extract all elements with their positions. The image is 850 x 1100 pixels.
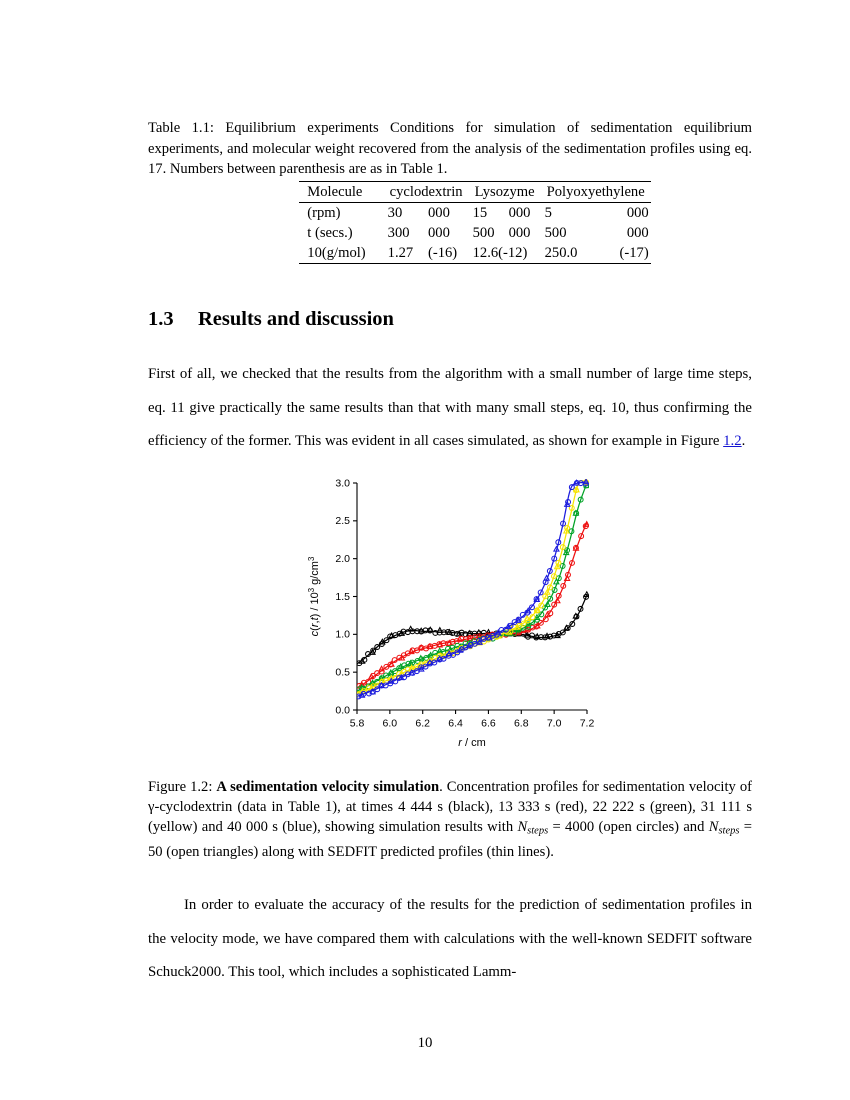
table-header-molecule: Molecule (307, 183, 363, 200)
svg-text:2.5: 2.5 (335, 515, 350, 528)
svg-text:1.5: 1.5 (335, 590, 350, 603)
cell-cyclodextrin-a: 1.27 (387, 245, 414, 262)
cell-poly-a: 5 (544, 204, 552, 221)
caption-gamma-symbol: γ (148, 799, 155, 816)
svg-text:7.2: 7.2 (579, 717, 595, 730)
svg-text:0.0: 0.0 (335, 704, 350, 717)
cell-cyclodextrin-a: 300 (387, 224, 410, 241)
table-rule-bottom (299, 263, 650, 264)
caption-text-3: = 4000 (open circles) and (548, 819, 709, 836)
svg-text:2.0: 2.0 (335, 552, 350, 565)
figure-caption (148, 777, 752, 862)
row-label: (rpm) (307, 204, 341, 221)
svg-text:r / cm: r / cm (458, 736, 486, 749)
cell-cyclodextrin-b: (-16) (427, 245, 458, 262)
svg-text:0.5: 0.5 (335, 666, 350, 679)
caption-text-2: -cyclodextrin (data in Table 1), at times 4 444 s (black), 13 333 s (red), 22 222 s (green), 31 111 s (yellow) and 40 000 s (blue), showing simulation results with (148, 799, 752, 836)
table-row (299, 202, 650, 223)
section-number: 1.3 (148, 308, 174, 331)
caption-text-4: = 50 (open triangles) along with SEDFIT predicted profiles (thin lines). (148, 819, 752, 861)
table-row (299, 243, 650, 263)
svg-text:6.6: 6.6 (481, 717, 496, 730)
table-row (299, 223, 650, 243)
svg-text:5.8: 5.8 (349, 717, 365, 730)
page-content (148, 118, 752, 990)
cell-cyclodextrin-b: 000 (427, 204, 450, 221)
cell-lysozyme-a: 12.6(-12) (472, 245, 528, 262)
table-header-cyclodextrin: cyclodextrin (389, 183, 463, 200)
cell-lysozyme-a: 500 (472, 224, 495, 241)
table-header-lysozyme: Lysozyme (474, 183, 535, 200)
cell-poly-b: 000 (626, 204, 649, 221)
table-header-row (299, 182, 650, 202)
sedimentation-chart (305, 473, 595, 763)
caption-prefix: Figure 1.2: (148, 778, 217, 795)
svg-text:3.0: 3.0 (335, 477, 350, 490)
svg-text:6.2: 6.2 (415, 717, 431, 730)
caption-n-symbol: N (517, 819, 528, 836)
row-label: t (secs.) (307, 224, 353, 241)
cell-poly-a: 500 (544, 224, 567, 241)
caption-n-symbol: N (708, 819, 719, 836)
table-header-polyoxyethylene: Polyoxyethylene (546, 183, 645, 200)
row-label: 10(g/mol) (307, 245, 366, 262)
cell-lysozyme-a: 15 (472, 204, 488, 221)
caption-steps-subscript: steps (718, 825, 740, 837)
figure-cross-reference[interactable]: 1.2 (723, 433, 742, 450)
equilibrium-experiments-table (299, 181, 650, 265)
page-number: 10 (417, 1035, 433, 1051)
svg-text:6.0: 6.0 (382, 717, 398, 730)
paragraph-text: First of all, we checked that the results from the algorithm with a small number of large time steps, eq. 11 give practically the same results than that with many small steps, eq. 10, thus confirming the efficiency of the former. This was evident in all cases simulated, as shown for example in Figure (148, 366, 752, 450)
section-title: Results and discussion (198, 308, 394, 331)
section-heading (148, 308, 752, 331)
paragraph-first (148, 358, 752, 459)
paragraph-second: In order to evaluate the accuracy of the results for the prediction of sedimentation profiles in the velocity mode, we have compared them with calculations with the well-known SEDFIT software Schuck2000. This tool, which includes a sophisticated Lamm- (148, 897, 752, 981)
cell-cyclodextrin-a: 30 (387, 204, 403, 221)
svg-text:1.0: 1.0 (335, 628, 350, 641)
cell-lysozyme-b: 000 (508, 204, 531, 221)
caption-text-1: . Concentration profiles for sedimentation velocity of (439, 778, 752, 795)
caption-bold-title: A sedimentation velocity simulation (216, 778, 440, 795)
cell-poly-b: 000 (626, 224, 649, 241)
svg-text:6.4: 6.4 (448, 717, 463, 730)
cell-cyclodextrin-b: 000 (427, 224, 450, 241)
cell-poly-a: 250.0 (544, 245, 578, 262)
paragraph-text-end: . (741, 433, 746, 450)
table-caption: Table 1.1: Equilibrium experiments Conditions for simulation of sedimentation equilibrium experiments, and molecular weight recovered from the analysis of the sedimentation profiles using eq. 17. Numbers between parenthesis are as in Table 1. (148, 120, 752, 177)
cell-lysozyme-b: 000 (508, 224, 531, 241)
svg-text:6.8: 6.8 (513, 717, 529, 730)
svg-text:c(r,t) / 103 g/cm3: $c(r,t) / 10^3$ $g/cm^3$ (306, 556, 321, 637)
table-wrapper (148, 181, 752, 265)
svg-text:7.0: 7.0 (546, 717, 562, 730)
figure-sedimentation-velocity (148, 473, 752, 763)
caption-steps-subscript: steps (527, 825, 549, 837)
cell-poly-b: (-17) (619, 245, 649, 262)
